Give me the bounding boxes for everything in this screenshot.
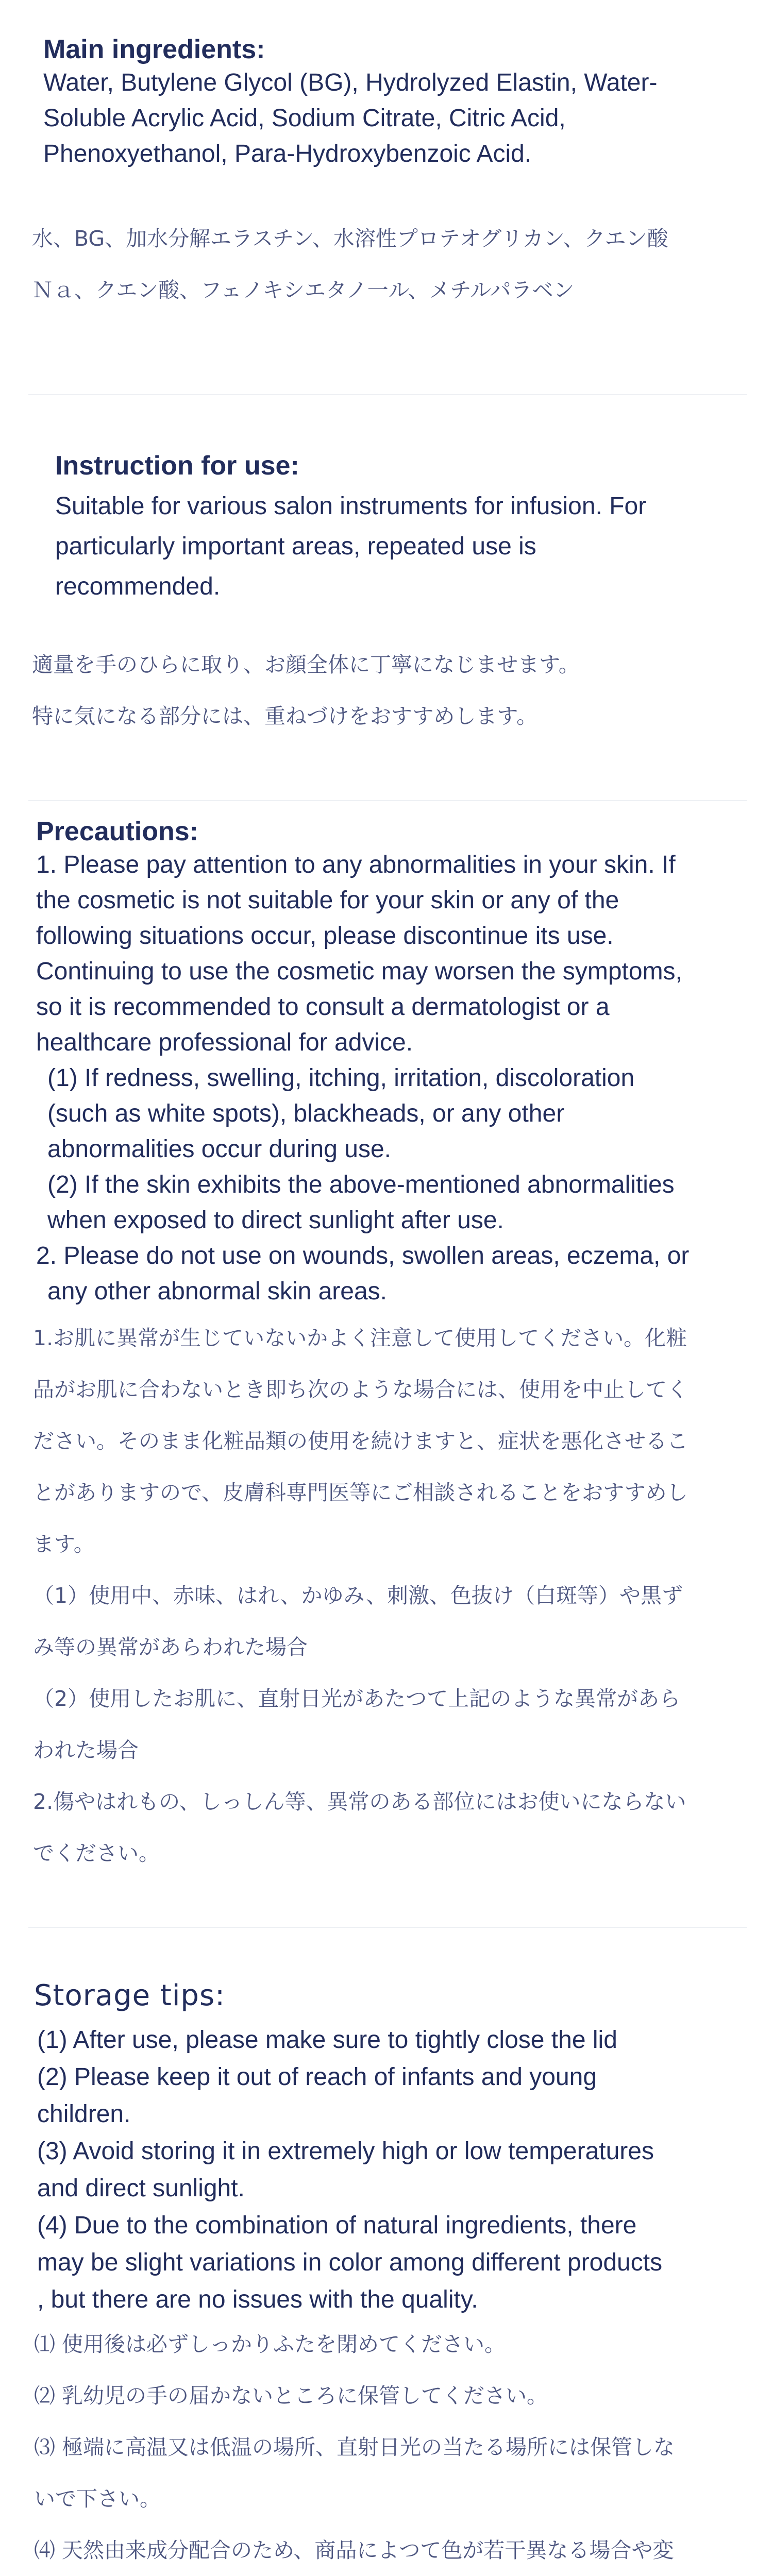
section-divider <box>28 394 747 395</box>
ingredients-en-line: Water, Butylene Glycol (BG), Hydrolyzed Elastin, Water- <box>43 69 658 96</box>
ingredients-jp-text <box>0 213 773 316</box>
storage-jp-line: いで下さい。 <box>34 2486 161 2511</box>
storage-jp-line: ⑶ 極端に高温又は低温の場所、直射日光の当たる場所には保管しな <box>34 2435 675 2460</box>
precautions-en-line: any other abnormal skin areas. <box>47 1278 388 1305</box>
storage-jp-line: ⑷ 天然由来成分配合のため、商品によつて色が若干異なる場合や変 <box>34 2538 674 2563</box>
ingredients-en-text <box>0 65 773 172</box>
precautions-en-text <box>0 847 773 1309</box>
precautions-en-line: following situations occur, please discontinue its use. <box>36 922 614 950</box>
precautions-jp-line: 1.お肌に異常が生じていないかよく注意して使用してください。化粧 <box>33 1326 687 1350</box>
storage-heading: Storage tips: <box>34 1979 226 2012</box>
instruction-jp-line: 適量を手のひらに取り、お顔全体に丁寧になじませます。 <box>32 652 580 677</box>
storage-en-line: and direct sunlight. <box>37 2175 245 2202</box>
storage-en-line: (3) Avoid storing it in extremely high or low temperatures <box>37 2138 654 2165</box>
precautions-jp-text <box>0 1312 773 1879</box>
precautions-en-line: (2) If the skin exhibits the above-mentioned abnormalities <box>47 1171 675 1198</box>
instruction-en-line: particularly important areas, repeated use is <box>55 533 536 560</box>
ingredients-en-line: Phenoxyethanol, Para-Hydroxybenzoic Acid. <box>43 140 532 167</box>
precautions-en-line: abnormalities occur during use. <box>47 1136 392 1163</box>
precautions-jp-line: （2）使用したお肌に、直射日光があたつて上記のような異常があら <box>33 1686 681 1711</box>
precautions-jp-line: （1）使用中、赤味、はれ、かゆみ、刺激、色抜け（白斑等）や黒ず <box>33 1583 683 1608</box>
section-divider <box>28 800 747 801</box>
storage-jp-line: ⑵ 乳幼児の手の届かないところに保管してください。 <box>34 2383 548 2408</box>
precautions-en-line: healthcare professional for advice. <box>36 1029 413 1056</box>
precautions-jp-line: とがありますので、皮膚科専門医等にご相談されることをおすすめし <box>33 1480 688 1505</box>
precautions-heading: Precautions: <box>36 817 198 846</box>
instruction-en-line: recommended. <box>55 573 221 600</box>
instruction-en-text <box>0 486 773 607</box>
precautions-en-line: (such as white spots), blackheads, or any other <box>47 1100 565 1127</box>
precautions-en-line: 1. Please pay attention to any abnormalities in your skin. If <box>36 851 676 878</box>
instruction-section <box>0 448 773 742</box>
storage-section <box>0 1978 773 2576</box>
storage-jp-text <box>0 2318 773 2576</box>
precautions-en-line: (1) If redness, swelling, itching, irritation, discoloration <box>47 1064 635 1092</box>
precautions-en-line: so it is recommended to consult a dermatologist or a <box>36 993 610 1021</box>
instruction-en-line: Suitable for various salon instruments for infusion. For <box>55 493 647 520</box>
precautions-en-line: when exposed to direct sunlight after use. <box>47 1207 504 1234</box>
precautions-jp-line: 品がお肌に合わないとき即ち次のような場合には、使用を中止してく <box>33 1377 688 1402</box>
storage-en-line: may be slight variations in color among different products <box>37 2249 663 2276</box>
storage-jp-line: ⑴ 使用後は必ずしっかりふたを閉めてください。 <box>34 2332 506 2357</box>
storage-en-text <box>0 2022 773 2318</box>
precautions-jp-line: ださい。そのまま化粧品類の使用を続けますと、症状を悪化させるこ <box>33 1429 688 1453</box>
precautions-en-line: the cosmetic is not suitable for your skin or any of the <box>36 887 619 914</box>
precautions-jp-line: み等の異常があらわれた場合 <box>33 1635 308 1659</box>
storage-en-line: (4) Due to the combination of natural ingredients, there <box>37 2212 637 2239</box>
ingredients-section <box>0 32 773 316</box>
instruction-jp-line: 特に気になる部分には、重ねづけをおすすめします。 <box>32 704 538 728</box>
ingredients-jp-line: 水、BG、加水分解エラスチン、水溶性プロテオグリカン、クエン酸 <box>32 226 668 251</box>
storage-en-line: (2) Please keep it out of reach of infants and young <box>37 2063 597 2091</box>
precautions-jp-line: 2.傷やはれもの、しっしん等、異常のある部位にはお使いにならない <box>33 1789 686 1814</box>
precautions-en-line: Continuing to use the cosmetic may worsen the symptoms, <box>36 958 682 985</box>
precautions-jp-line: でください。 <box>33 1841 160 1866</box>
ingredients-heading: Main ingredients: <box>43 35 265 64</box>
precautions-en-line: 2. Please do not use on wounds, swollen areas, eczema, or <box>36 1242 690 1269</box>
instruction-heading: Instruction for use: <box>55 451 299 481</box>
precautions-jp-line: ます。 <box>33 1532 95 1556</box>
precautions-jp-line: われた場合 <box>33 1738 139 1762</box>
section-divider <box>28 1927 747 1928</box>
ingredients-jp-line: Ｎａ、クエン酸、フェノキシエタノ一ル、メチルパラベン <box>32 278 575 302</box>
storage-en-line: children. <box>37 2100 131 2128</box>
instruction-jp-text <box>0 639 773 742</box>
ingredients-en-line: Soluble Acrylic Acid, Sodium Citrate, Citric Acid, <box>43 105 566 132</box>
precautions-section <box>0 814 773 1879</box>
storage-en-line: , but there are no issues with the quality. <box>37 2286 478 2313</box>
storage-en-line: (1) After use, please make sure to tightly close the lid <box>37 2026 617 2054</box>
